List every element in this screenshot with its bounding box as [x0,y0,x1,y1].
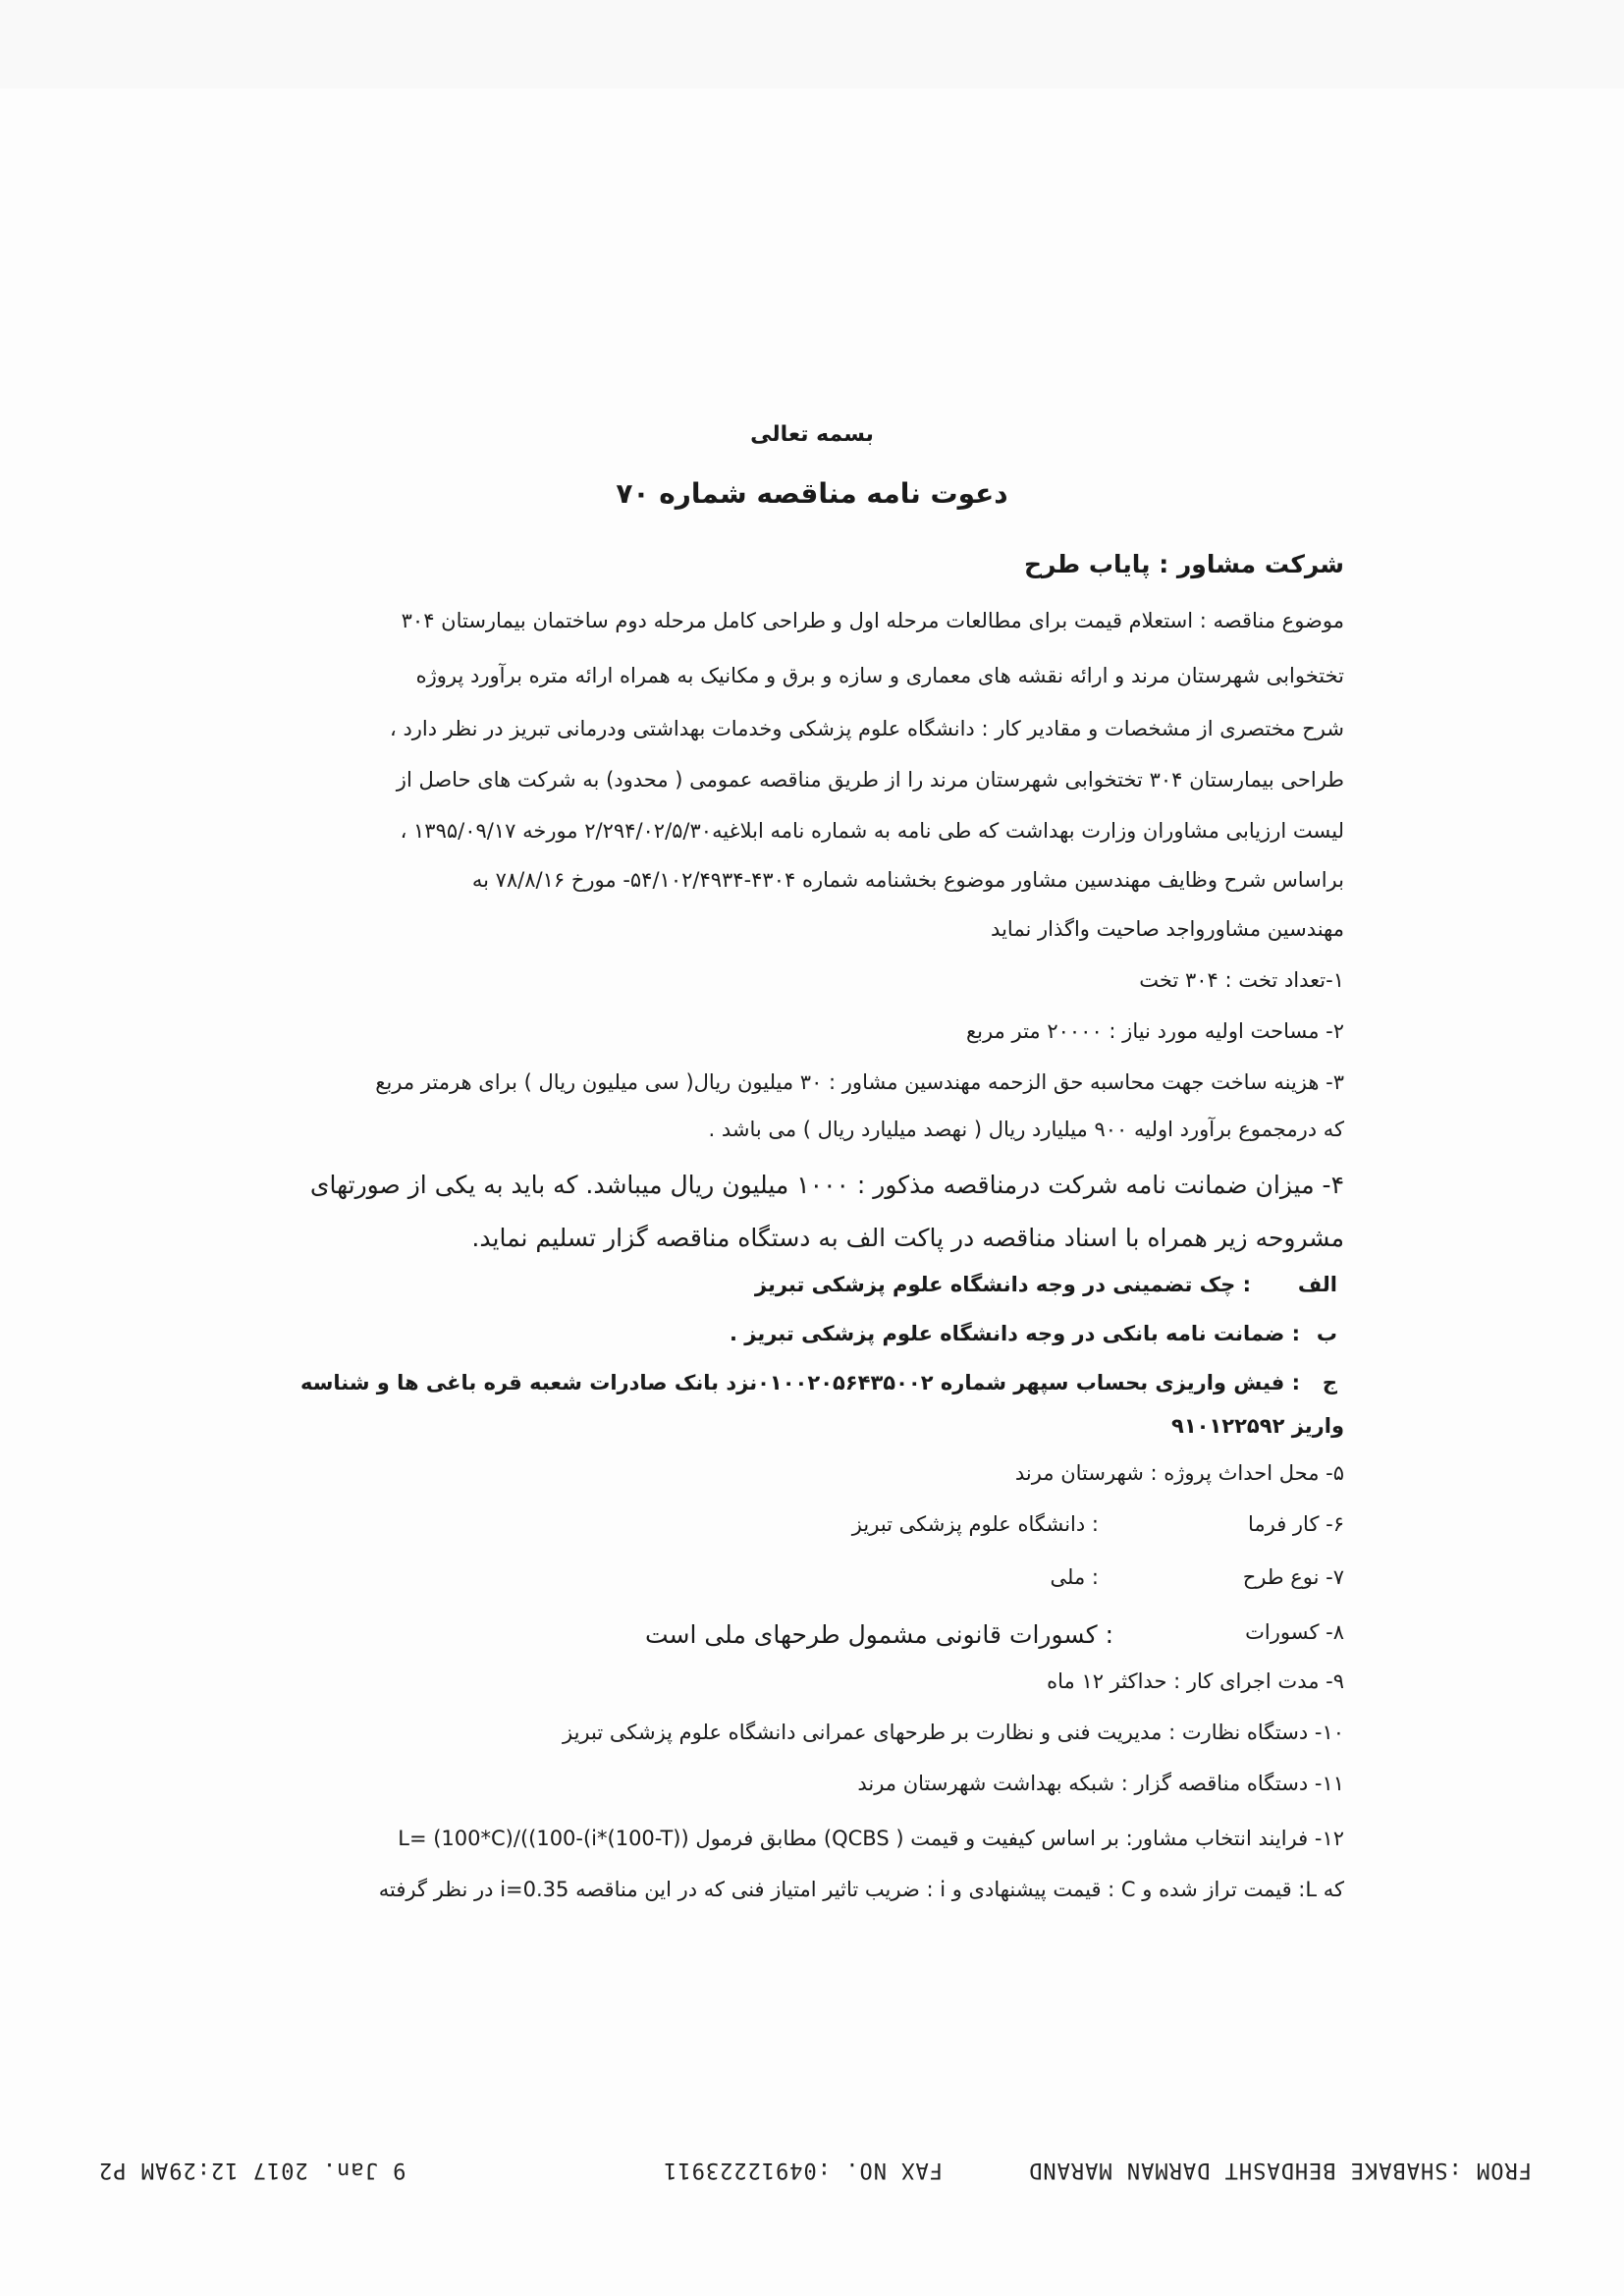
item-tender-authority: ۱۱- دستگاه مناقصه گزار : شبکه بهداشت شهرستان مرند [857,1772,1344,1795]
item-formula-explanation: که L: قیمت تراز شده و C : قیمت پیشنهادی و i : ضریب تاثیر امتیاز فنی که در این مناقصه i=0.35 در نظر گرفته [378,1878,1344,1901]
item-deductions-label: ۸- کسورات [1245,1620,1344,1644]
fax-shading [0,0,1624,88]
body-line: تختخوابی شهرستان مرند و ارائه نقشه های معماری و سازه و برق و مکانیک به همراه ارائه متره برآورد پروژه [415,664,1344,687]
option-be-label: ب [1316,1322,1337,1345]
item-cost: ۳- هزینه ساخت جهت محاسبه حق الزحمه مهندسین مشاور : ۳۰ میلیون ریال( سی میلیون ریال ) برای هرمتر مربع [375,1070,1344,1094]
body-line: شرح مختصری از مشخصات و مقادیر کار : دانشگاه علوم پزشکی وخدمات بهداشتی ودرمانی تبریز در نظر دارد ، [389,717,1344,740]
item-employer-value: : دانشگاه علوم پزشکی تبریز [851,1512,1099,1536]
item-cost-total: که درمجموع برآورد اولیه ۹۰۰ میلیارد ریال ( نهصد میلیارد ریال ) می باشد . [708,1118,1344,1141]
item-bed-count: ۱-تعداد تخت : ۳۰۴ تخت [1139,968,1344,992]
invocation-heading: بسمه تعالی [750,422,874,447]
item-area: ۲- مساحت اولیه مورد نیاز : ۲۰۰۰۰ متر مربع [965,1019,1344,1043]
item-guarantee: ۴- میزان ضمانت نامه شرکت درمناقصه مذکور : ۱۰۰۰ میلیون ریال میباشد. که باید به یکی از صورتهای [309,1171,1344,1199]
option-jim-text-cont: واریز ۹۱۰۱۲۲۵۹۲ [1171,1414,1344,1438]
option-be-text: : ضمانت نامه بانکی در وجه دانشگاه علوم پزشکی تبریز . [730,1322,1300,1345]
item-type-label: ۷- نوع طرح [1242,1565,1344,1589]
fax-date: 9 Jan. 2017 12:29AM P2 [98,2158,406,2182]
option-alef-text: : چک تضمینی در وجه دانشگاه علوم پزشکی تبریز [754,1273,1251,1296]
item-duration: ۹- مدت اجرای کار : حداکثر ۱۲ ماه [1047,1669,1344,1693]
body-line: موضوع مناقصه : استعلام قیمت برای مطالعات مرحله اول و طراحی کامل مرحله دوم ساختمان بیمارستان ۳۰۴ [401,609,1344,632]
item-supervision: ۱۰- دستگاه نظارت : مدیریت فنی و نظارت بر طرحهای عمرانی دانشگاه علوم پزشکی تبریز [563,1721,1344,1744]
body-line: طراحی بیمارستان ۳۰۴ تختخوابی شهرستان مرند را از طریق مناقصه عمومی ( محدود) به شرکت های حاصل از [396,768,1344,792]
document-title: دعوت نامه مناقصه شماره ۷۰ [616,477,1008,510]
fax-from: FROM :SHABAKE BEHDASHT DARMAN MARAND [1028,2158,1532,2182]
item-type-value: : ملی [1050,1565,1099,1589]
fax-number: FAX NO. :04912223911 [663,2158,943,2182]
body-line: براساس شرح وظایف مهندسین مشاور موضوع بخشنامه شماره ۴۳۰۴-۵۴/۱۰۲/۴۹۳۴- مورخ ۷۸/۸/۱۶ به [471,868,1344,892]
option-jim-text: : فیش واریزی بحساب سپهر شماره ۰۱۰۰۲۰۵۶۴۳۵۰۰۲نزد بانک صادرات شعبه قره باغی ها و شناسه [300,1371,1300,1394]
item-deductions-value: : کسورات قانونی مشمول طرحهای ملی است [644,1620,1113,1649]
consultant-line: شرکت مشاور : پایاب طرح [1024,550,1344,578]
item-employer-label: ۶- کار فرما [1247,1512,1344,1536]
item-location: ۵- محل احداث پروژه : شهرستان مرند [1014,1461,1344,1485]
fax-header [98,2149,1532,2182]
item-guarantee-cont: مشروحه زیر همراه با اسناد مناقصه در پاکت الف به دستگاه مناقصه گزار تسلیم نماید. [471,1224,1344,1252]
body-line: لیست ارزیابی مشاوران وزارت بهداشت که طی نامه به شماره نامه ابلاغیه۲/۲۹۴/۰۲/۵/۳۰ مورخه ۱۳۹۵/۰۹/۱۷ ، [400,819,1344,843]
item-selection-process: ۱۲- فرایند انتخاب مشاور: بر اساس کیفیت و قیمت ( QCBS) مطابق فرمول ((L= (100*C)/((100-(i*(100-T [398,1827,1344,1850]
option-alef-label: الف [1297,1273,1337,1296]
option-jim-label: ج [1322,1371,1337,1394]
body-line: مهندسین مشاورواجد صاحیت واگذار نماید [991,917,1344,941]
